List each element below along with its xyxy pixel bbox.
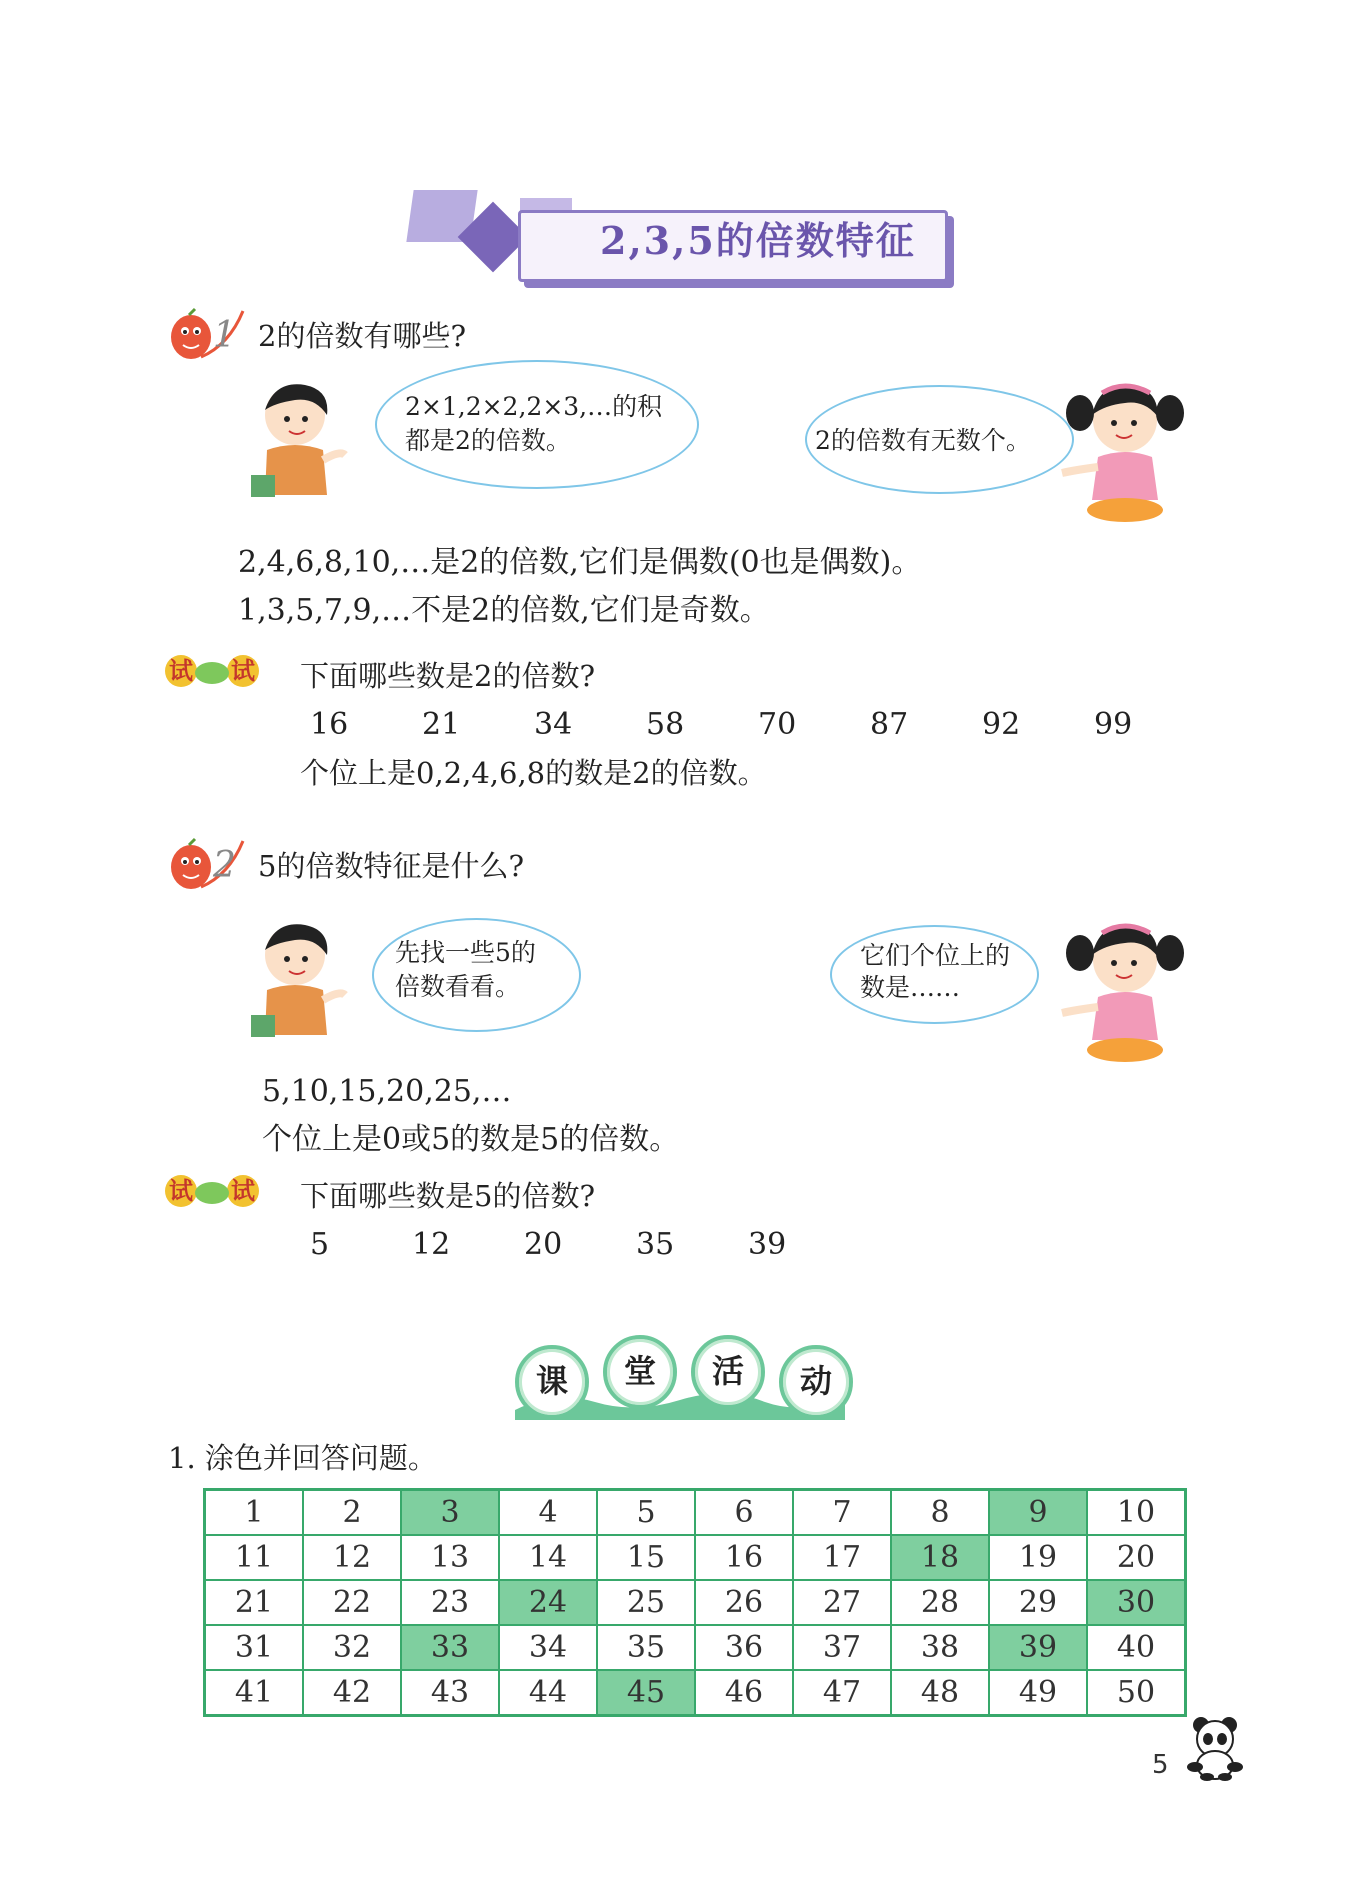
grid-cell[interactable]: 12 [303,1535,401,1580]
try-1-conclusion: 个位上是0,2,4,6,8的数是2的倍数。 [300,756,767,790]
grid-cell[interactable]: 31 [205,1625,304,1670]
number-item: 5 [310,1227,330,1262]
grid-cell[interactable]: 47 [793,1670,891,1716]
grid-cell[interactable]: 32 [303,1625,401,1670]
number-item: 58 [646,707,685,742]
grid-cell[interactable]: 39 [989,1625,1087,1670]
grid-cell[interactable]: 16 [695,1535,793,1580]
grid-cell[interactable]: 48 [891,1670,989,1716]
multiples-of-5-list: 5,10,15,20,25,… [262,1074,512,1109]
boy-character-icon [245,375,355,505]
grid-cell[interactable]: 25 [597,1580,695,1625]
grid-cell[interactable]: 4 [499,1490,597,1536]
boy-bubble-line-1: 2×1,2×2,2×3,…的积 [405,392,663,421]
number-item: 12 [412,1227,451,1262]
grid-row [205,1535,1186,1580]
boy-bubble-line-1: 先找一些5的 [395,938,536,967]
number-item: 21 [422,707,461,742]
grid-cell[interactable]: 49 [989,1670,1087,1716]
grid-cell[interactable]: 8 [891,1490,989,1536]
grid-cell[interactable]: 24 [499,1580,597,1625]
grid-cell[interactable]: 43 [401,1670,499,1716]
number-item: 87 [870,707,909,742]
grid-cell[interactable]: 26 [695,1580,793,1625]
grid-cell[interactable]: 9 [989,1490,1087,1536]
grid-cell[interactable]: 37 [793,1625,891,1670]
grid-cell[interactable]: 1 [205,1490,304,1536]
page-number: 5 [1152,1750,1169,1780]
try-2-numbers [310,1227,808,1263]
example-2-badge-icon [165,835,249,893]
try-it-badge: 试 试 [165,655,259,687]
number-item: 92 [982,707,1021,742]
example-1-question: 2的倍数有哪些? [258,319,466,353]
number-item: 70 [758,707,797,742]
grid-cell[interactable]: 7 [793,1490,891,1536]
activity-char: 活 [691,1335,765,1409]
number-item: 35 [636,1227,675,1262]
number-item: 16 [310,707,349,742]
boy-character-icon [245,915,355,1045]
grid-cell[interactable]: 50 [1087,1670,1186,1716]
grid-cell[interactable]: 45 [597,1670,695,1716]
example-1-badge-icon [165,305,249,363]
grid-row [205,1670,1186,1716]
multiples-of-5-rule: 个位上是0或5的数是5的倍数。 [262,1122,680,1157]
grid-cell[interactable]: 46 [695,1670,793,1716]
grid-row [205,1625,1186,1670]
odd-numbers-statement: 1,3,5,7,9,…不是2的倍数,它们是奇数。 [238,593,770,628]
grid-cell[interactable]: 29 [989,1580,1087,1625]
even-numbers-statement: 2,4,6,8,10,…是2的倍数,它们是偶数(0也是偶数)。 [238,545,922,580]
girl-character-icon [1050,915,1190,1065]
try-1-numbers [310,707,1154,743]
panda-icon [1185,1715,1245,1781]
grid-cell[interactable]: 14 [499,1535,597,1580]
grid-cell[interactable]: 44 [499,1670,597,1716]
girl-bubble-line-1: 它们个位上的 [860,941,1011,970]
boy-bubble-line-2: 倍数看看。 [395,972,521,1001]
example-2-number: 2 [213,845,236,886]
number-item: 34 [534,707,573,742]
grid-cell[interactable]: 13 [401,1535,499,1580]
grid-cell[interactable]: 42 [303,1670,401,1716]
grid-cell[interactable]: 34 [499,1625,597,1670]
page-title: 2,3,5的倍数特征 [600,218,916,263]
grid-cell[interactable]: 38 [891,1625,989,1670]
grid-cell[interactable]: 30 [1087,1580,1186,1625]
grid-cell[interactable]: 20 [1087,1535,1186,1580]
grid-cell[interactable]: 19 [989,1535,1087,1580]
number-item: 39 [748,1227,787,1262]
number-grid [203,1488,1187,1717]
grid-cell[interactable]: 11 [205,1535,304,1580]
activity-char: 堂 [603,1335,677,1409]
girl-character-icon [1050,375,1190,525]
number-item: 20 [524,1227,563,1262]
grid-cell[interactable]: 35 [597,1625,695,1670]
grid-cell[interactable]: 28 [891,1580,989,1625]
grid-cell[interactable]: 40 [1087,1625,1186,1670]
grid-row [205,1490,1186,1536]
grid-cell[interactable]: 17 [793,1535,891,1580]
grid-cell[interactable]: 15 [597,1535,695,1580]
try-1-question: 下面哪些数是2的倍数? [300,659,595,693]
grid-cell[interactable]: 27 [793,1580,891,1625]
activity-char: 动 [779,1345,853,1419]
grid-cell[interactable]: 41 [205,1670,304,1716]
grid-cell[interactable]: 21 [205,1580,304,1625]
grid-cell[interactable]: 18 [891,1535,989,1580]
grid-row [205,1580,1186,1625]
try-it-badge: 试 试 [165,1175,259,1207]
grid-cell[interactable]: 3 [401,1490,499,1536]
grid-cell[interactable]: 2 [303,1490,401,1536]
activity-task: 1. 涂色并回答问题。 [168,1441,437,1475]
grid-cell[interactable]: 6 [695,1490,793,1536]
number-item: 99 [1094,707,1133,742]
grid-cell[interactable]: 22 [303,1580,401,1625]
grid-cell[interactable]: 33 [401,1625,499,1670]
grid-cell[interactable]: 5 [597,1490,695,1536]
grid-cell[interactable]: 10 [1087,1490,1186,1536]
activity-char: 课 [515,1345,589,1419]
boy-bubble-line-2: 都是2的倍数。 [405,426,571,455]
girl-bubble-text: 2的倍数有无数个。 [815,426,1031,455]
example-2-question: 5的倍数特征是什么? [258,849,524,883]
grid-cell[interactable]: 36 [695,1625,793,1670]
grid-cell[interactable]: 23 [401,1580,499,1625]
try-2-question: 下面哪些数是5的倍数? [300,1179,595,1213]
example-1-number: 1 [213,315,236,356]
girl-bubble-line-2: 数是…… [860,973,961,1002]
